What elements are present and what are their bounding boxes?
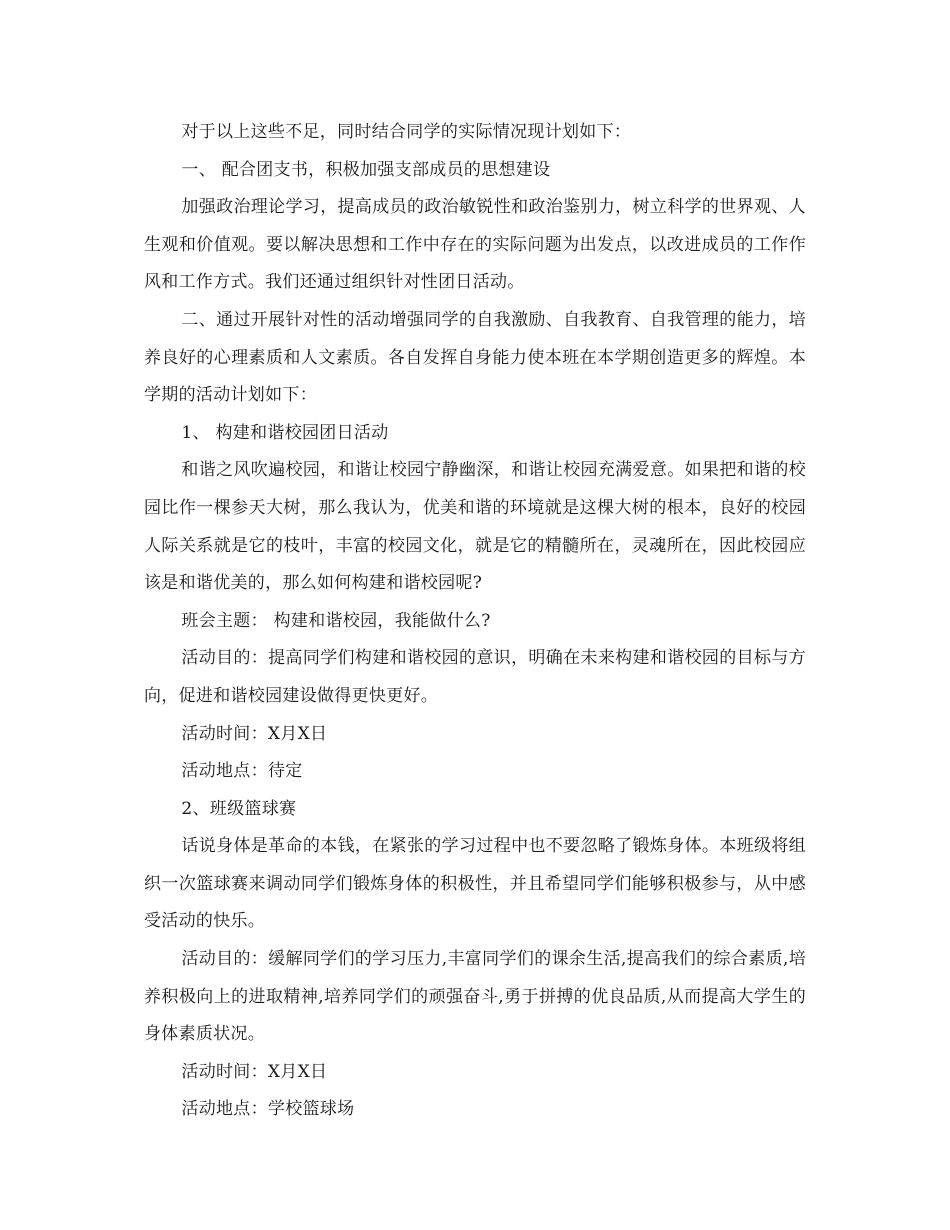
activity-purpose: 活动目的：缓解同学们的学习压力,丰富同学们的课余生活,提高我们的综合素质,培养积极向上的进取精神,培养同学们的顽强奋斗,勇于拼搏的优良品质,从而提高大学生的身体素质状况。 — [144, 949, 806, 1045]
meeting-theme: 班会主题： 构建和谐校园，我能做什么? — [181, 610, 491, 631]
section-heading-one: 一、 配合团支书，积极加强支部成员的思想建设 — [181, 159, 551, 180]
section-heading-two: 二、通过开展针对性的活动增强同学的自我激励、自我教育、自我管理的能力，培养良好的心理素质和人文素质。各自发挥自身能力使本班在本学期创造更多的辉煌。本学期的活动计划如下： — [144, 309, 806, 406]
document-body — [144, 114, 806, 1129]
activity-location: 活动地点：待定 — [181, 761, 303, 782]
body-paragraph: 加强政治理论学习，提高成员的政治敏锐性和政治鉴别力，树立科学的世界观、人生观和价值观。要以解决思想和工作中存在的实际问题为出发点，以改进成员的工作作风和工作方式。我们还通过组织针对性团日活动。 — [144, 197, 806, 293]
activity-time: 活动时间：X月X日 — [181, 1061, 328, 1082]
activity-heading-one: 1、 构建和谐校园团日活动 — [181, 422, 389, 443]
intro-paragraph: 对于以上这些不足，同时结合同学的实际情况现计划如下： — [181, 122, 632, 142]
body-paragraph: 话说身体是革命的本钱，在紧张的学习过程中也不要忽略了锻炼身体。本班级将组织一次篮球赛来调动同学们锻炼身体的积极性，并且希望同学们能够积极参与，从中感受活动的快乐。 — [144, 836, 806, 932]
activity-time: 活动时间：X月X日 — [181, 723, 328, 744]
body-paragraph: 和谐之风吹遍校园，和谐让校园宁静幽深，和谐让校园充满爱意。如果把和谐的校园比作一棵参天大树，那么我认为，优美和谐的环境就是这棵大树的根本，良好的校园人际关系就是它的枝叶，丰富的校园文化，就是它的精髓所在，灵魂所在，因此校园应该是和谐优美的，那么如何构建和谐校园呢? — [144, 460, 806, 594]
activity-location: 活动地点：学校篮球场 — [181, 1099, 355, 1120]
activity-purpose: 活动目的：提高同学们构建和谐校园的意识，明确在未来构建和谐校园的目标与方向，促进和谐校园建设做得更快更好。 — [144, 648, 806, 706]
activity-heading-two: 2、班级篮球赛 — [181, 798, 297, 819]
